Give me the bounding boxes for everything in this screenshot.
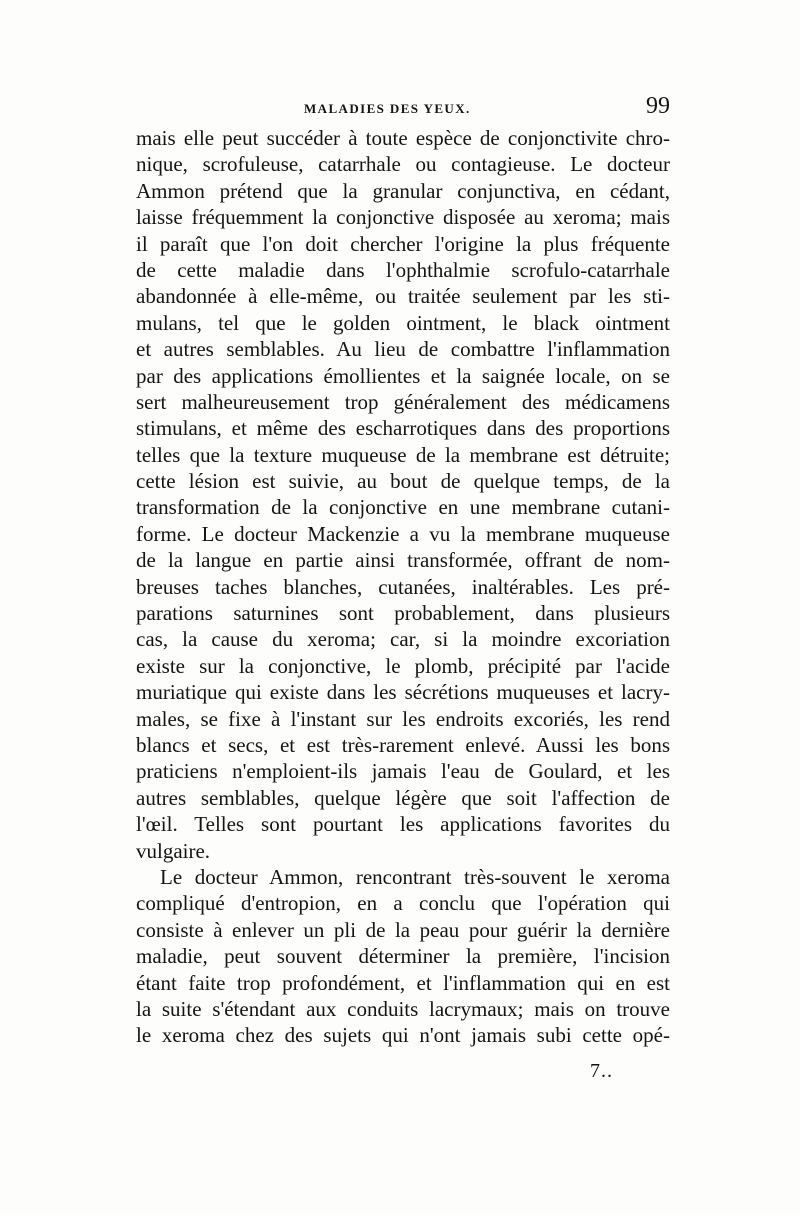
text-line: forme. Le docteur Mackenzie a vu la membrane muqueuse [136,521,670,546]
text-line: abandonnée à elle-même, ou traitée seulement par les sti- [136,284,670,309]
text-line: nique, scrofuleuse, catarrhale ou contagieuse. Le docteur [136,152,670,177]
text-line: autres semblables, quelque légère que soit l'affection de [136,785,670,810]
text-line: Ammon prétend que la granular conjunctiva, en cédant, [136,178,670,203]
text-line: transformation de la conjonctive en une membrane cutani- [136,495,670,520]
text-line: Le docteur Ammon, rencontrant très-souvent le xeroma [160,864,670,889]
text-line: praticiens n'emploient-ils jamais l'eau de Goulard, et les [136,759,670,784]
body-text [136,125,670,1049]
running-title: MALADIES DES YEUX. [304,101,471,116]
text-line: muriatique qui existe dans les sécrétions muqueuses et lacry- [136,680,670,705]
text-line: males, se fixe à l'instant sur les endroits excoriés, les rend [136,706,670,731]
text-line: maladie, peut souvent déterminer la première, l'incision [136,944,670,969]
text-line: breuses taches blanches, cutanées, inaltérables. Les pré- [136,574,670,599]
running-head [136,93,670,125]
text-line: mulans, tel que le golden ointment, le black ointment [136,310,670,335]
text-line: existe sur la conjonctive, le plomb, précipité par l'acide [136,653,670,678]
signature-mark: 7.. [590,1060,613,1082]
text-line: cette lésion est suivie, au bout de quelque temps, de la [136,469,670,494]
text-line: laisse fréquemment la conjonctive disposée au xeroma; mais [136,205,670,230]
text-line: le xeroma chez des sujets qui n'ont jamais subi cette opé- [136,1023,670,1048]
text-line: telles que la texture muqueuse de la membrane est détruite; [136,442,670,467]
text-line: parations saturnines sont probablement, dans plusieurs [136,601,670,626]
text-line: et autres semblables. Au lieu de combattre l'inflammation [136,337,670,362]
text-line: la suite s'étendant aux conduits lacrymaux; mais on trouve [136,996,670,1021]
text-line: compliqué d'entropion, en a conclu que l'opération qui [136,891,670,916]
text-line: consiste à enlever un pli de la peau pour guérir la dernière [136,917,670,942]
text-line: de la langue en partie ainsi transformée, offrant de nom- [136,548,670,573]
text-line: l'œil. Telles sont pourtant les applications favorites du [136,812,670,837]
text-line: sert malheureusement trop généralement des médicamens [136,389,670,414]
page-number: 99 [646,93,670,119]
text-line: blancs et secs, et est très-rarement enlevé. Aussi les bons [136,732,670,757]
text-line: stimulans, et même des escharrotiques dans des proportions [136,416,670,441]
text-line: il paraît que l'on doit chercher l'origine la plus fréquente [136,231,670,256]
text-line: mais elle peut succéder à toute espèce de conjonctivite chro- [136,126,670,150]
text-line: vulgaire. [136,838,211,863]
text-line: cas, la cause du xeroma; car, si la moindre excoriation [136,627,670,652]
text-line: par des applications émollientes et la saignée locale, on se [136,363,670,388]
text-line: étant faite trop profondément, et l'inflammation qui en est [136,970,670,995]
text-line: de cette maladie dans l'ophthalmie scrofulo-catarrhale [136,257,670,282]
